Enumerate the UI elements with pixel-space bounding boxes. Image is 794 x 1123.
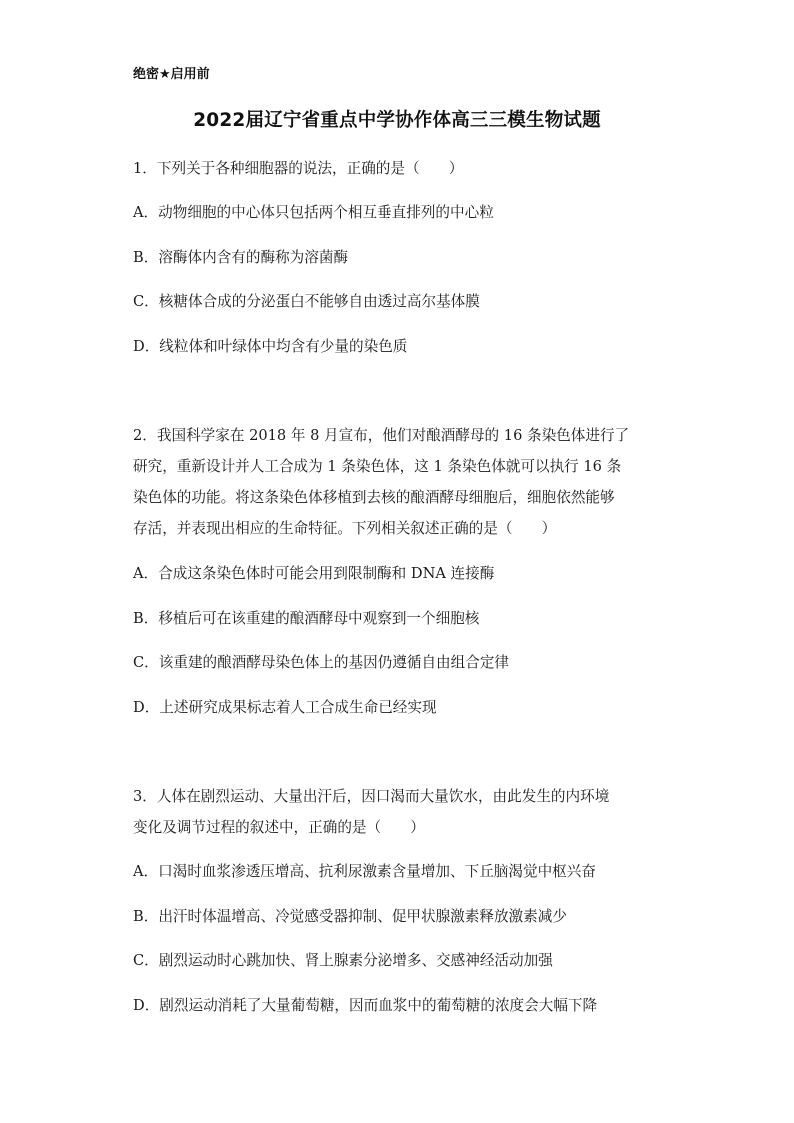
question-2-option-d: D．上述研究成果标志着人工合成生命已经实现 <box>133 699 437 716</box>
question-2-stem-line-3: 染色体的功能。将这条染色体移植到去核的酿酒酵母细胞后，细胞依然能够 <box>133 489 615 506</box>
question-1-option-d: D．线粒体和叶绿体中均含有少量的染色质 <box>133 338 408 355</box>
question-3-stem-line-2: 变化及调节过程的叙述中，正确的是（ ） <box>133 819 425 836</box>
question-2-stem-line-1: 2．我国科学家在 2018 年 8 月宣布，他们对酿酒酵母的 16 条染色体进行了 <box>133 427 630 444</box>
question-3-stem-line-1: 3．人体在剧烈运动、大量出汗后，因口渴而大量饮水，由此发生的内环境 <box>133 788 610 805</box>
question-2-stem-line-2: 研究，重新设计并人工合成为 1 条染色体，这 1 条染色体就可以执行 16 条 <box>133 458 622 475</box>
question-3-option-b: B．出汗时体温增高、冷觉感受器抑制、促甲状腺激素释放激素减少 <box>133 908 567 925</box>
question-3-option-d: D．剧烈运动消耗了大量葡萄糖，因而血浆中的葡萄糖的浓度会大幅下降 <box>133 997 598 1014</box>
question-2-option-b: B．移植后可在该重建的酿酒酵母中观察到一个细胞核 <box>133 610 480 627</box>
question-3-option-a: A．口渴时血浆渗透压增高、抗利尿激素含量增加、下丘脑渴觉中枢兴奋 <box>133 863 596 880</box>
question-2-stem-line-4: 存活，并表现出相应的生命特征。下列相关叙述正确的是（ ） <box>133 520 557 537</box>
question-1-option-a: A．动物细胞的中心体只包括两个相互垂直排列的中心粒 <box>133 204 494 221</box>
question-1-option-b: B．溶酶体内含有的酶称为溶菌酶 <box>133 249 349 266</box>
question-3-option-c: C．剧烈运动时心跳加快、肾上腺素分泌增多、交感神经活动加强 <box>133 952 553 969</box>
question-1-option-c: C．核糖体合成的分泌蛋白不能够自由透过高尔基体膜 <box>133 293 480 310</box>
question-2-option-c: C．该重建的酿酒酵母染色体上的基因仍遵循自由组合定律 <box>133 654 510 671</box>
question-1-stem: 1．下列关于各种细胞器的说法，正确的是（ ） <box>133 160 464 177</box>
confidential-mark: 绝密★启用前 <box>133 67 210 82</box>
question-2-option-a: A．合成这条染色体时可能会用到限制酶和 DNA 连接酶 <box>133 565 495 582</box>
exam-title: 2022届辽宁省重点中学协作体高三三模生物试题 <box>193 110 601 131</box>
